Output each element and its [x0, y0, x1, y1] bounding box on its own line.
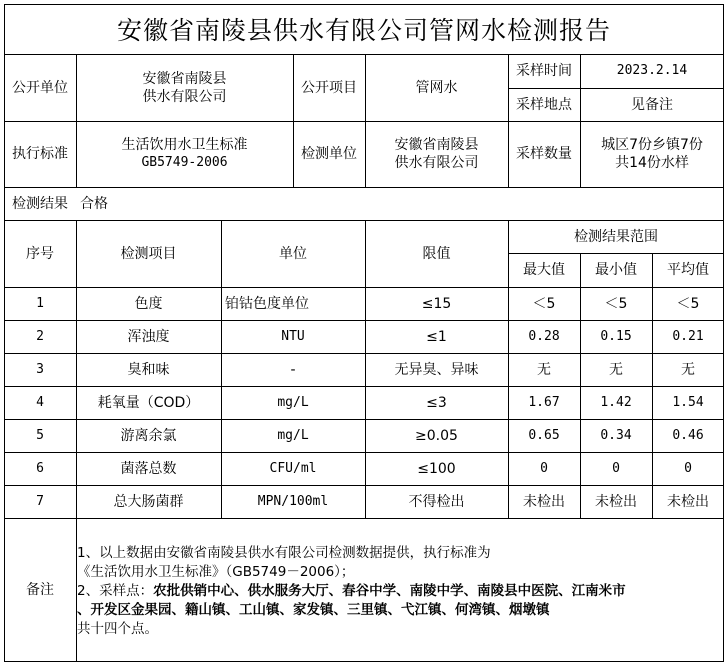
standard-value: [76, 121, 293, 187]
row-min: 无: [609, 361, 623, 378]
row-limit: ≤3: [426, 394, 447, 411]
header-min: 最小值: [595, 262, 637, 278]
row-avg: 0: [684, 460, 692, 476]
row-avg: 无: [681, 361, 695, 378]
sample-count-line1: 城区7份乡镇7份: [601, 137, 703, 153]
row-seq: 1: [36, 295, 44, 311]
disclose-unit-value: [76, 54, 293, 121]
row-item: 耗氧量（COD）: [97, 394, 200, 411]
row-unit: NTU: [281, 328, 305, 344]
header-range: 检测结果范围: [574, 228, 658, 245]
row-limit: ≥0.05: [415, 427, 458, 444]
row-max: 0: [540, 460, 548, 476]
row-unit: MPN/100ml: [257, 493, 329, 509]
row-avg: 1.54: [672, 394, 704, 410]
row-item: 菌落总数: [120, 460, 177, 477]
row-item: 总大肠菌群: [113, 493, 184, 510]
row-seq: 4: [36, 394, 44, 410]
row-min: 1.42: [600, 394, 632, 410]
row-item: 臭和味: [127, 361, 170, 378]
row-avg: 0.46: [672, 427, 704, 443]
report-title: 安徽省南陵县供水有限公司管网水检测报告: [116, 16, 611, 45]
disclose-unit-label: 公开单位: [12, 79, 68, 96]
disclose-unit-line1: 安徽省南陵县: [142, 70, 227, 87]
sample-place-value: 见备注: [631, 96, 673, 113]
remarks-label: 备注: [26, 582, 54, 598]
row-min: 0.34: [600, 427, 632, 443]
remarks-line1: 1、以上数据由安徽省南陵县供水有限公司检测数据提供，执行标准为: [77, 545, 491, 561]
remarks-line4-sites: 、开发区金果园、籍山镇、工山镇、家发镇、三里镇、弋江镇、何湾镇、烟墩镇: [77, 602, 550, 618]
standard-label: 执行标准: [12, 146, 68, 162]
row-seq: 7: [36, 493, 44, 509]
remarks-line4: [77, 601, 723, 620]
row-min: 0: [612, 460, 620, 476]
sample-count-value: [580, 121, 724, 187]
row-seq: 2: [36, 328, 44, 344]
row-max: 1.67: [528, 394, 560, 410]
header-limit: 限值: [422, 245, 451, 262]
row-limit: ≤1: [426, 328, 447, 345]
row-seq: 5: [36, 427, 44, 443]
result-label: 检测结果: [12, 195, 68, 212]
row-max: 未检出: [523, 493, 565, 510]
row-unit: mg/L: [277, 427, 309, 443]
row-item: 色度: [134, 295, 163, 312]
header-max: 最大值: [523, 262, 565, 278]
row-limit: ≤15: [421, 295, 452, 312]
row-unit: -: [290, 361, 296, 378]
remarks-text: [77, 544, 723, 639]
standard-line2: GB5749-2006: [141, 155, 228, 170]
test-unit-value: [365, 121, 508, 187]
row-unit: mg/L: [277, 394, 309, 410]
row-avg: 0.21: [672, 328, 704, 344]
row-seq: 6: [36, 460, 44, 476]
header-unit: 单位: [279, 245, 307, 262]
header-avg: 平均值: [667, 262, 709, 278]
remarks-line3: [77, 582, 723, 601]
sample-time-value: 2023.2.14: [616, 63, 688, 78]
row-limit: 不得检出: [408, 493, 465, 510]
disclose-unit-line2: 供水有限公司: [142, 88, 227, 105]
sample-count-line2: 共14份水样: [615, 155, 689, 171]
row-avg: 未检出: [667, 493, 709, 510]
rule-row-7: [4, 518, 724, 519]
row-item: 游离余氯: [120, 427, 177, 444]
test-unit-line2: 供水有限公司: [394, 155, 479, 171]
row-max: 无: [537, 361, 551, 378]
row-limit: 无异臭、异味: [394, 361, 479, 378]
header-item: 检测项目: [120, 245, 177, 262]
header-seq: 序号: [26, 245, 54, 262]
sample-time-label: 采样时间: [516, 63, 572, 79]
sample-count-label: 采样数量: [516, 146, 572, 162]
disclose-item-label: 公开项目: [301, 79, 357, 96]
remarks-line3-prefix: 2、采样点：: [77, 583, 154, 599]
row-min: 未检出: [595, 493, 637, 510]
row-max: 0.28: [528, 328, 560, 344]
standard-line1: 生活饮用水卫生标准: [121, 137, 248, 153]
row-seq: 3: [36, 361, 44, 377]
row-min: 0.15: [600, 328, 632, 344]
row-item: 浑浊度: [127, 328, 170, 345]
row-min: ＜5: [604, 295, 628, 312]
row-max: ＜5: [532, 295, 556, 312]
row-unit: CFU/ml: [269, 460, 317, 476]
test-unit-label: 检测单位: [301, 146, 357, 162]
remarks-line5: 共十四个点。: [77, 621, 158, 637]
row-unit: 铂钴色度单位: [225, 295, 309, 312]
sample-place-label: 采样地点: [516, 96, 572, 113]
row-max: 0.65: [528, 427, 560, 443]
result-value: 合格: [80, 195, 108, 212]
remarks-line3-sites: 农批供销中心、供水服务大厅、春谷中学、南陵中学、南陵县中医院、江南米市: [153, 583, 626, 599]
disclose-item-value: 管网水: [415, 79, 458, 96]
test-unit-line1: 安徽省南陵县: [394, 137, 479, 153]
remarks-line2: 《生活饮用水卫生标准》（GB5749－2006）；: [77, 564, 355, 580]
row-limit: ≤100: [417, 460, 456, 477]
row-avg: ＜5: [676, 295, 700, 312]
